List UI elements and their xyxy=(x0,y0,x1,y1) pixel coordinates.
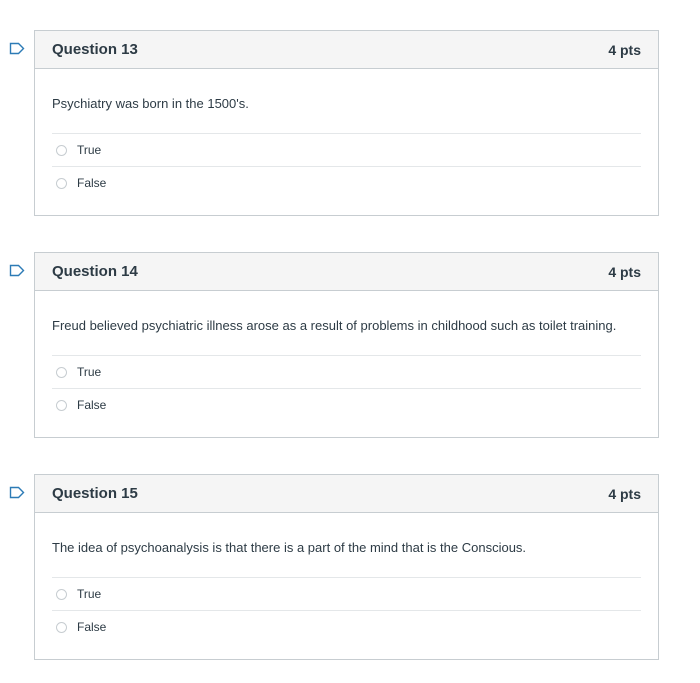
radio-button[interactable] xyxy=(56,622,67,633)
question-points: 4 pts xyxy=(608,41,641,58)
answer-label: False xyxy=(77,176,107,190)
answer-true[interactable] xyxy=(52,356,641,389)
answer-false[interactable] xyxy=(52,611,641,643)
radio-button[interactable] xyxy=(56,367,67,378)
radio-button[interactable] xyxy=(56,178,67,189)
radio-button[interactable] xyxy=(56,589,67,600)
question-14 xyxy=(34,252,659,438)
answer-label: True xyxy=(77,587,102,601)
question-text: The idea of psychoanalysis is that there is a part of the mind that is the Conscious. xyxy=(52,513,641,578)
answer-false[interactable] xyxy=(52,389,641,421)
question-body xyxy=(35,69,658,199)
answer-label: True xyxy=(77,143,102,157)
question-title: Question 13 xyxy=(52,41,138,58)
question-body xyxy=(35,513,658,643)
question-header xyxy=(35,31,658,69)
flag-outline-icon[interactable] xyxy=(9,42,25,55)
radio-button[interactable] xyxy=(56,400,67,411)
question-points: 4 pts xyxy=(608,263,641,280)
question-header xyxy=(35,253,658,291)
question-13 xyxy=(34,30,659,216)
answer-true[interactable] xyxy=(52,134,641,167)
question-body xyxy=(35,291,658,421)
answer-true[interactable] xyxy=(52,578,641,611)
answer-false[interactable] xyxy=(52,167,641,199)
question-points: 4 pts xyxy=(608,485,641,502)
question-text: Psychiatry was born in the 1500's. xyxy=(52,69,641,134)
answer-label: False xyxy=(77,620,107,634)
question-header xyxy=(35,475,658,513)
flag-outline-icon[interactable] xyxy=(9,264,25,277)
answer-label: True xyxy=(77,365,102,379)
answer-label: False xyxy=(77,398,107,412)
question-15 xyxy=(34,474,659,660)
radio-button[interactable] xyxy=(56,145,67,156)
question-title: Question 14 xyxy=(52,263,138,280)
question-text: Freud believed psychiatric illness arose as a result of problems in childhood such as toilet training. xyxy=(52,291,641,356)
flag-outline-icon[interactable] xyxy=(9,486,25,499)
question-title: Question 15 xyxy=(52,485,138,502)
